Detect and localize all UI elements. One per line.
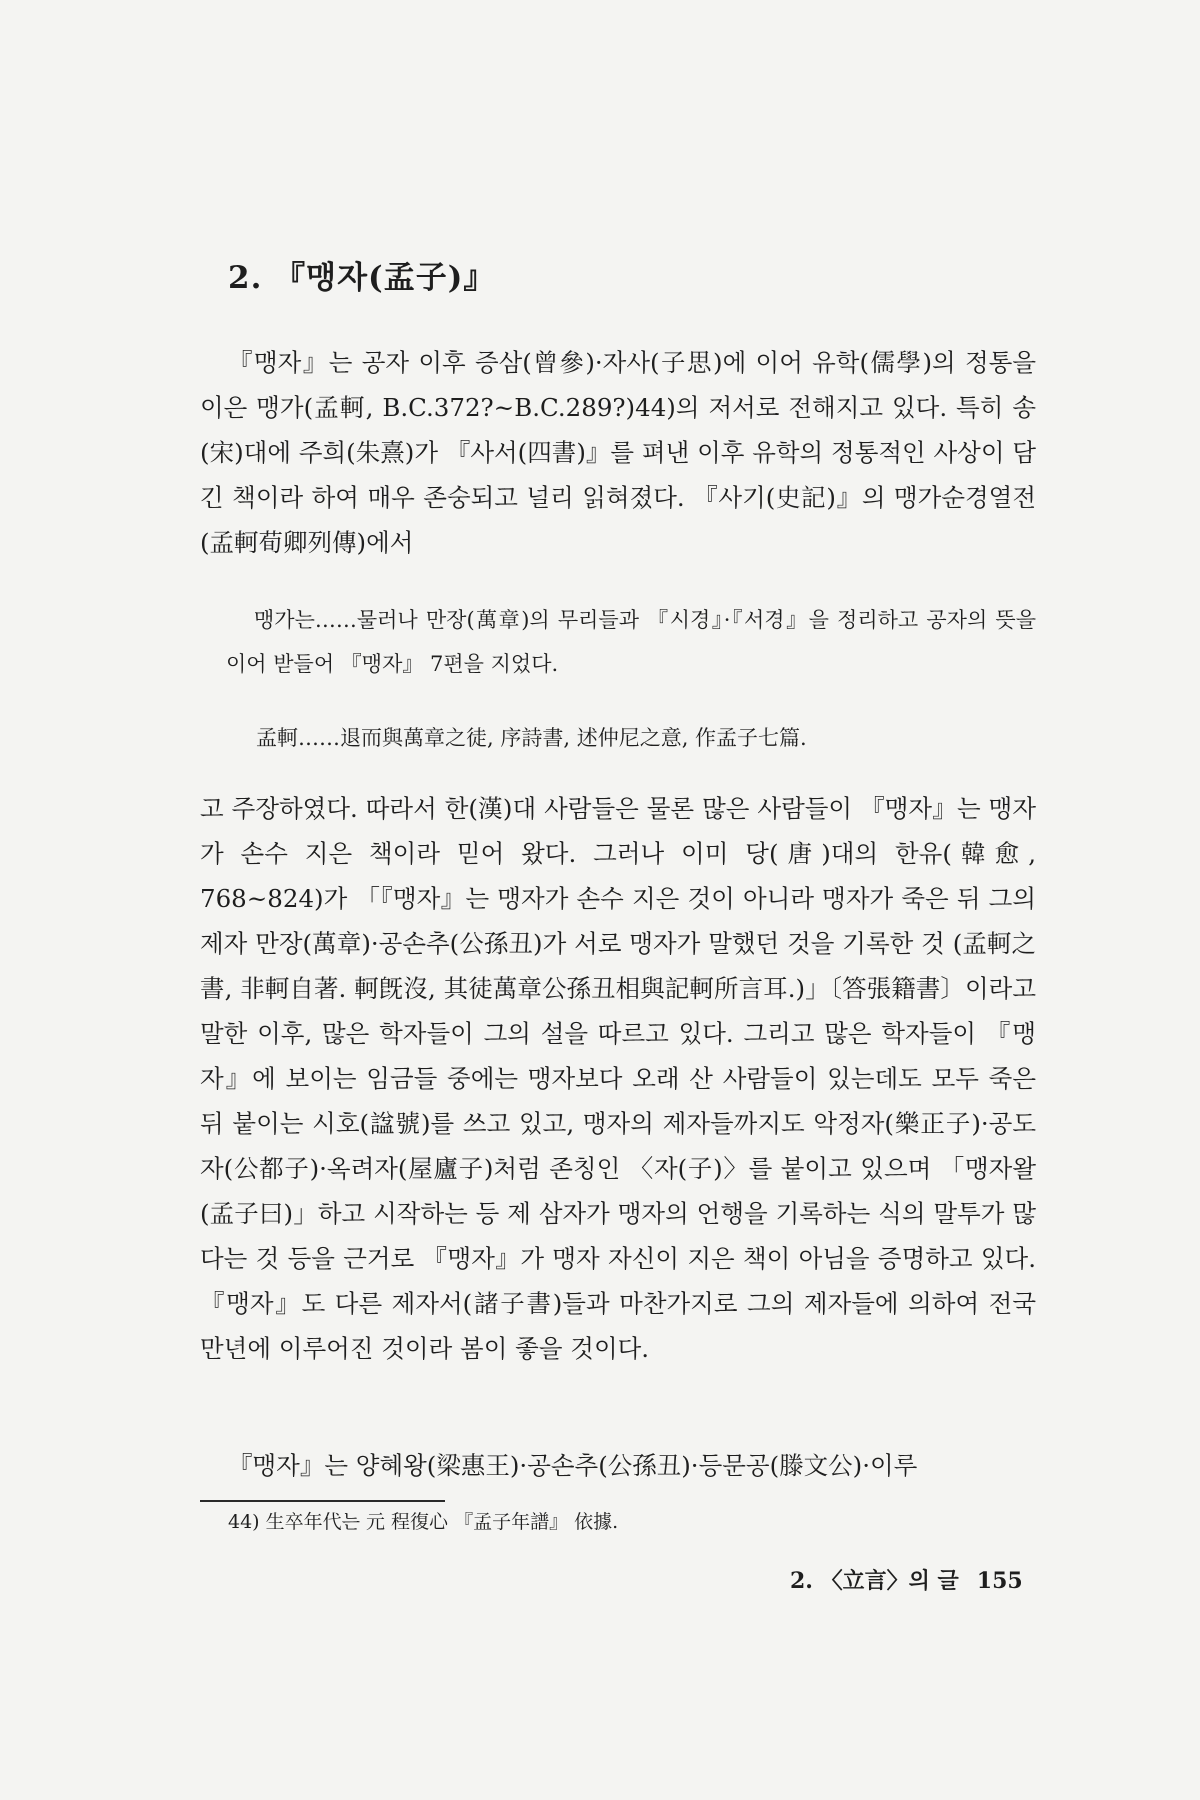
block-quote-chinese: 孟軻……退而與萬章之徒, 序詩書, 述仲尼之意, 作孟子七篇. — [256, 726, 807, 750]
body-paragraph-1: 『맹자』는 공자 이후 증삼(曾參)·자사(子思)에 이어 유학(儒學)의 정통을 이은 맹가(孟軻, B.C.372?~B.C.289?)44)의 저서로 전해지고 있다. 특히 송(宋)대에 주희(朱熹)가 『사서(四書)』를 펴낸 이후 유학의 정통적인 사상이 담긴 책이라 하여 매우 존숭되고 널리 읽혀졌다. 『사기(史記)』의 맹가순경열전(孟軻荀卿列傳)에서 — [200, 348, 1036, 557]
section-title: 2. 『맹자(孟子)』 — [228, 260, 496, 296]
block-quote-korean: 맹가는……물러나 만장(萬章)의 무리들과 『시경』·『서경』을 정리하고 공자의 뜻을 이어 받들어 『맹자』 7편을 지었다. — [226, 608, 1036, 676]
footnote-divider — [200, 1500, 445, 1502]
page-number: 155 — [976, 1568, 1023, 1594]
running-footer — [790, 1564, 1023, 1595]
footer-chapter: 2. 〈立言〉의 글 — [790, 1568, 959, 1594]
footnote: 44) 生卒年代는 元 程復心 『孟子年譜』 依據. — [228, 1511, 619, 1533]
body-paragraph-3: 『맹자』는 양혜왕(梁惠王)·공손추(公孫丑)·등문공(滕文公)·이루 — [228, 1451, 918, 1480]
body-paragraph-2: 고 주장하였다. 따라서 한(漢)대 사람들은 물론 많은 사람들이 『맹자』는 맹자가 손수 지은 책이라 믿어 왔다. 그러나 이미 당(唐)대의 한유(韓愈, 768~824)가 「『맹자』는 맹자가 손수 지은 것이 아니라 맹자가 죽은 뒤 그의 제자 만장(萬章)·공손추(公孫丑)가 서로 맹자가 말했던 것을 기록한 것 (孟軻之書, 非軻自著. 軻旣沒, 其徒萬章公孫丑相與記軻所言耳.)」〔答張籍書〕이라고 말한 이후, 많은 학자들이 그의 설을 따르고 있다. 그리고 많은 학자들이 『맹자』에 보이는 임금들 중에는 맹자보다 오래 산 사람들이 있는데도 모두 죽은 뒤 붙이는 시호(諡號)를 쓰고 있고, 맹자의 제자들까지도 악정자(樂正子)·공도자(公都子)·옥려자(屋廬子)처럼 존칭인 〈자(子)〉를 붙이고 있으며 「맹자왈(孟子曰)」하고 시작하는 등 제 삼자가 맹자의 언행을 기록하는 식의 말투가 많다는 것 등을 근거로 『맹자』가 맹자 자신이 지은 책이 아님을 증명하고 있다. 『맹자』도 다른 제자서(諸子書)들과 마찬가지로 그의 제자들에 의하여 전국 만년에 이루어진 것이라 봄이 좋을 것이다. — [200, 794, 1036, 1363]
